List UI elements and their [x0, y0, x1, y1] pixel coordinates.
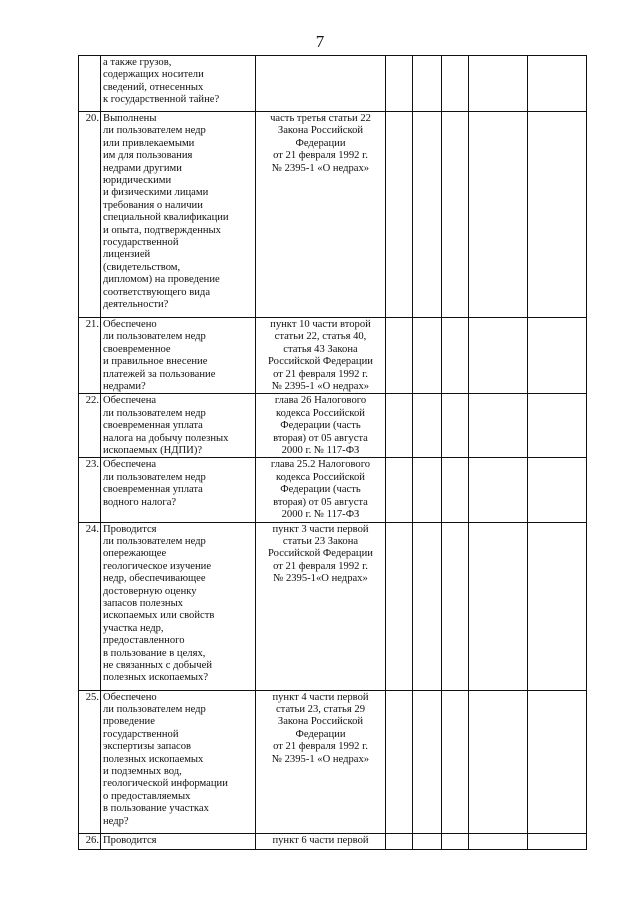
table-row	[79, 394, 587, 458]
row-number	[79, 56, 101, 112]
comment-cell	[528, 394, 587, 458]
row-number: 21.	[79, 318, 101, 394]
answer-na-cell	[442, 318, 469, 394]
legal-reference-cell: пункт 10 части второй статьи 22, статья 40, статья 43 Закона Российской Федерации от 21 февраля 1992 г. № 2395-1 «О недрах»	[256, 318, 386, 394]
row-number: 26.	[79, 833, 101, 849]
comment-cell	[528, 690, 587, 833]
answer-na-cell	[442, 833, 469, 849]
question-cell: Выполнены ли пользователем недр или привлекаемыми им для пользования недрами другими юридическими и физическими лицами требования о наличии специальной квалификации и опыта, подтвержденных государственной лицензией (свидетельством, дипломом) на проведение соответствующего вида деятельности?	[101, 112, 256, 318]
answer-na-cell	[442, 690, 469, 833]
table-row	[79, 318, 587, 394]
note-cell	[469, 318, 528, 394]
answer-na-cell	[442, 112, 469, 318]
answer-no-cell	[413, 112, 442, 318]
row-number: 23.	[79, 458, 101, 522]
legal-reference-cell: глава 25.2 Налогового кодекса Российской Федерации (часть вторая) от 05 августа 2000 г. № 117-ФЗ	[256, 458, 386, 522]
answer-na-cell	[442, 394, 469, 458]
legal-reference-cell	[256, 56, 386, 112]
answer-yes-cell	[386, 394, 413, 458]
comment-cell	[528, 522, 587, 690]
note-cell	[469, 394, 528, 458]
legal-reference-cell: пункт 3 части первой статьи 23 Закона Российской Федерации от 21 февраля 1992 г. № 2395-1«О недрах»	[256, 522, 386, 690]
question-cell: Проводится ли пользователем недр опережающее геологическое изучение недр, обеспечивающее достоверную оценку запасов полезных ископаемых или свойств участка недр, предоставленного в пользование в целях, не связанных с добычей полезных ископаемых?	[101, 522, 256, 690]
question-cell: Обеспечено ли пользователем недр проведение государственной экспертизы запасов полезных ископаемых и подземных вод, геологической информации о предоставляемых в пользование участках недр?	[101, 690, 256, 833]
answer-no-cell	[413, 522, 442, 690]
question-cell: Обеспечена ли пользователем недр своевременная уплата водного налога?	[101, 458, 256, 522]
table-row	[79, 112, 587, 318]
row-number: 20.	[79, 112, 101, 318]
table-body	[79, 56, 587, 850]
answer-no-cell	[413, 458, 442, 522]
comment-cell	[528, 833, 587, 849]
answer-no-cell	[413, 318, 442, 394]
answer-na-cell	[442, 458, 469, 522]
question-cell: Проводится	[101, 833, 256, 849]
note-cell	[469, 690, 528, 833]
answer-no-cell	[413, 394, 442, 458]
table-row	[79, 833, 587, 849]
answer-no-cell	[413, 690, 442, 833]
note-cell	[469, 56, 528, 112]
page-number: 7	[315, 32, 325, 51]
row-number: 25.	[79, 690, 101, 833]
checklist-table	[78, 55, 587, 850]
answer-yes-cell	[386, 112, 413, 318]
table-row	[79, 690, 587, 833]
comment-cell	[528, 112, 587, 318]
question-cell: а также грузов, содержащих носители сведений, отнесенных к государственной тайне?	[101, 56, 256, 112]
table-row	[79, 458, 587, 522]
answer-na-cell	[442, 56, 469, 112]
question-cell: Обеспечено ли пользователем недр своевременное и правильное внесение платежей за пользование недрами?	[101, 318, 256, 394]
answer-no-cell	[413, 56, 442, 112]
note-cell	[469, 833, 528, 849]
note-cell	[469, 112, 528, 318]
legal-reference-cell: часть третья статьи 22 Закона Российской Федерации от 21 февраля 1992 г. № 2395-1 «О недрах»	[256, 112, 386, 318]
table-row	[79, 522, 587, 690]
answer-no-cell	[413, 833, 442, 849]
answer-yes-cell	[386, 318, 413, 394]
comment-cell	[528, 56, 587, 112]
answer-yes-cell	[386, 690, 413, 833]
question-cell: Обеспечена ли пользователем недр своевременная уплата налога на добычу полезных ископаемых (НДПИ)?	[101, 394, 256, 458]
note-cell	[469, 522, 528, 690]
row-number: 22.	[79, 394, 101, 458]
note-cell	[469, 458, 528, 522]
legal-reference-cell: глава 26 Налогового кодекса Российской Федерации (часть вторая) от 05 августа 2000 г. № 117-ФЗ	[256, 394, 386, 458]
answer-yes-cell	[386, 522, 413, 690]
table-row	[79, 56, 587, 112]
legal-reference-cell: пункт 4 части первой статьи 23, статья 29 Закона Российской Федерации от 21 февраля 1992 г. № 2395-1 «О недрах»	[256, 690, 386, 833]
answer-yes-cell	[386, 458, 413, 522]
row-number: 24.	[79, 522, 101, 690]
answer-yes-cell	[386, 56, 413, 112]
answer-na-cell	[442, 522, 469, 690]
answer-yes-cell	[386, 833, 413, 849]
comment-cell	[528, 458, 587, 522]
comment-cell	[528, 318, 587, 394]
legal-reference-cell: пункт 6 части первой	[256, 833, 386, 849]
